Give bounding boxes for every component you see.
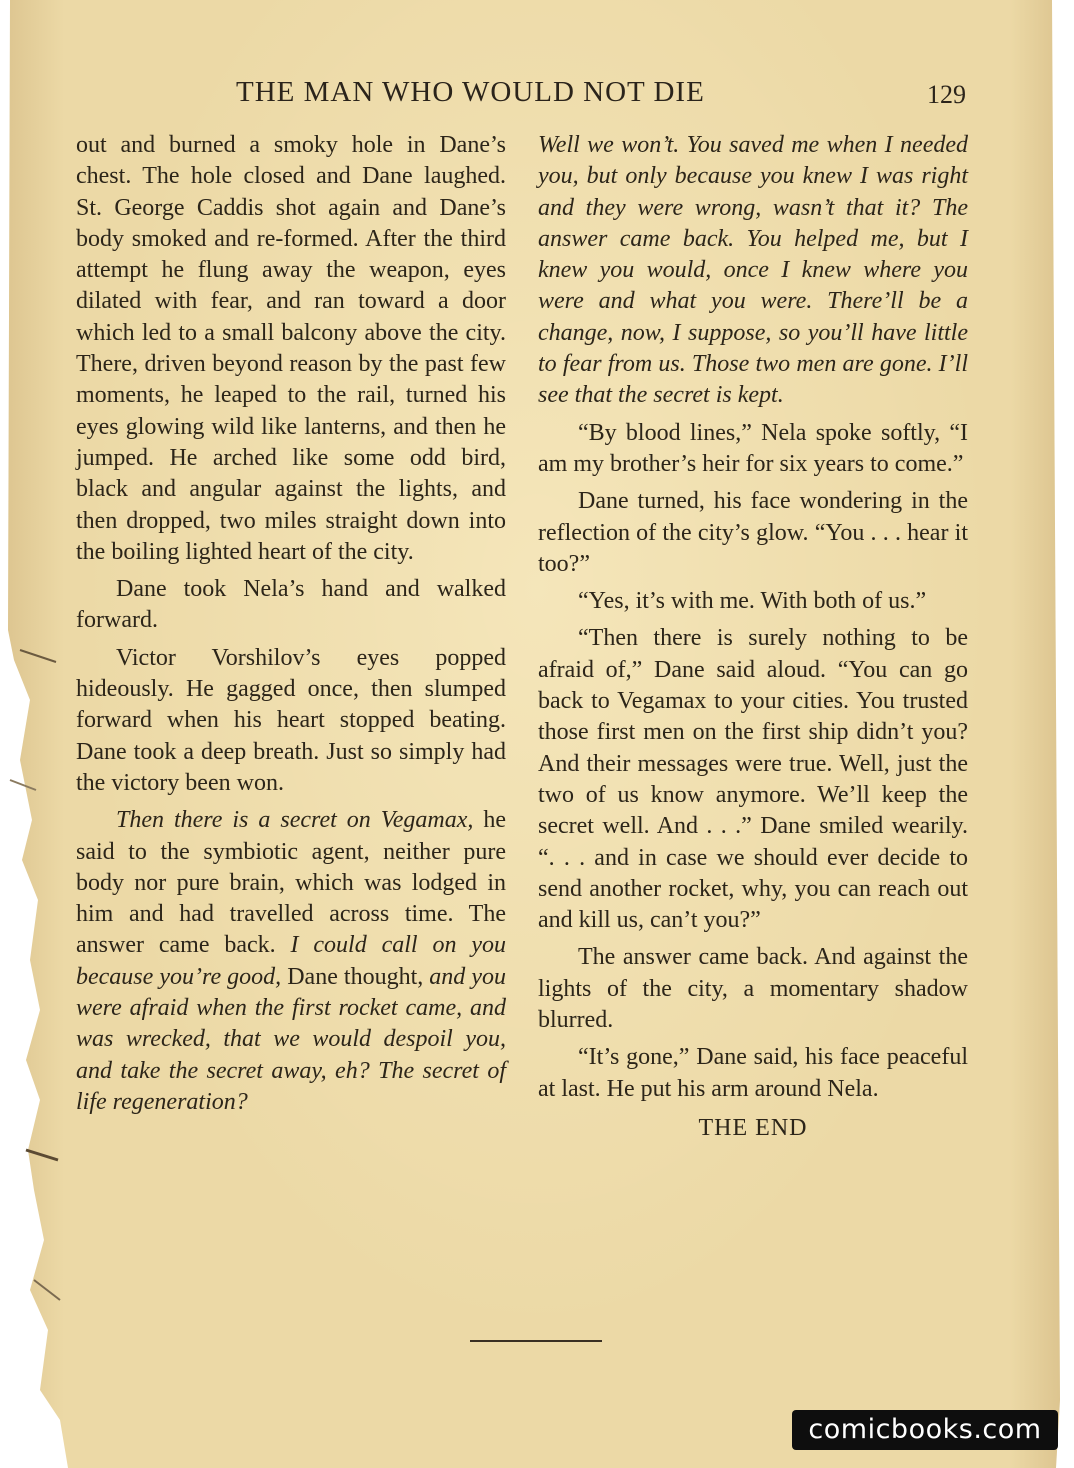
italic-text: Then there is a secret on Vegamax, [116,807,474,834]
text: he said to the symbiotic agent, neither pure body nor pure brain, which was lodged in him and had travelled across time. The answer came back. [76,807,507,959]
watermark-text: comicbooks.com [808,1414,1042,1445]
paragraph: “Then there is surely nothing to be afraid of,” Dane said aloud. “You can go back to Vegamax to your cities. You trusted those first men on the first ship didn’t you? And their messages were true. Well, just the two of us know anymore. We’ll keep the secret well. And . . .” Dane smiled wearily. “. . . and in case we should ever decide to send another rocket, why, you can reach out and kill us, can’t you?” [538,625,968,934]
paragraph: “It’s gone,” Dane said, his face peaceful at last. He put his arm around Nela. [538,1044,968,1102]
page-number: 129 [927,80,966,109]
torn-edge-marks [0,0,80,1468]
the-end-label: THE END [698,1114,808,1141]
watermark-badge [792,1410,1058,1450]
paragraph [76,805,506,1118]
paragraph: Dane took Nela’s hand and walked forward. [76,576,506,634]
paragraph: Well we won’t. You saved me when I needed you, but only because you knew I was right and they were wrong, wasn’t that it? The answer came back. You helped me, but I knew you would, once I knew where you were and what you were. There’ll be a change, now, I suppose, so you’ll have little to fear from us. Those two men are gone. I’ll see that the secret is kept. [538,132,968,409]
paragraph: Victor Vorshilov’s eyes popped hideously. He gagged once, then slumped forward when his heart stopped beating. Dane took a deep breath. Just so simply had the victory been won. [76,644,506,796]
right-column [538,130,968,1144]
paragraph: “By blood lines,” Nela spoke softly, “I am my brother’s heir for six years to come.” [538,419,968,477]
italic-text: and you were afraid when the first rocket came, and was wrecked, that we would despoil you, and take the secret away, eh? The secret of life regeneration? [76,963,507,1115]
text: Dane thought, [281,963,430,990]
paragraph: Dane turned, his face wondering in the reflection of the city’s glow. “You . . . hear it too?” [538,488,968,577]
running-header [236,76,966,116]
left-column [76,130,506,1124]
italic-text: I could call on you because you’re good, [76,932,506,990]
running-title: THE MAN WHO WOULD NOT DIE [236,76,705,108]
end-rule [470,1340,602,1342]
paragraph: “Yes, it’s with me. With both of us.” [578,588,927,615]
paragraph: The answer came back. And against the lights of the city, a momentary shadow blurred. [538,944,968,1034]
paragraph: out and burned a smoky hole in Dane’s chest. The hole closed and Dane laughed. St. George Caddis shot again and Dane’s body smoked and re-formed. After the third attempt he flung away the weapon, eyes dilated with fear, and ran toward a door which led to a small balcony above the city. There, driven beyond reason by the past few moments, he leaped to the rail, turned his eyes glowing wild like lanterns, and then he jumped. He arched like some odd bird, black and angular against the lights, and then dropped, two miles straight down into the boiling lighted heart of the city. [76,132,506,565]
